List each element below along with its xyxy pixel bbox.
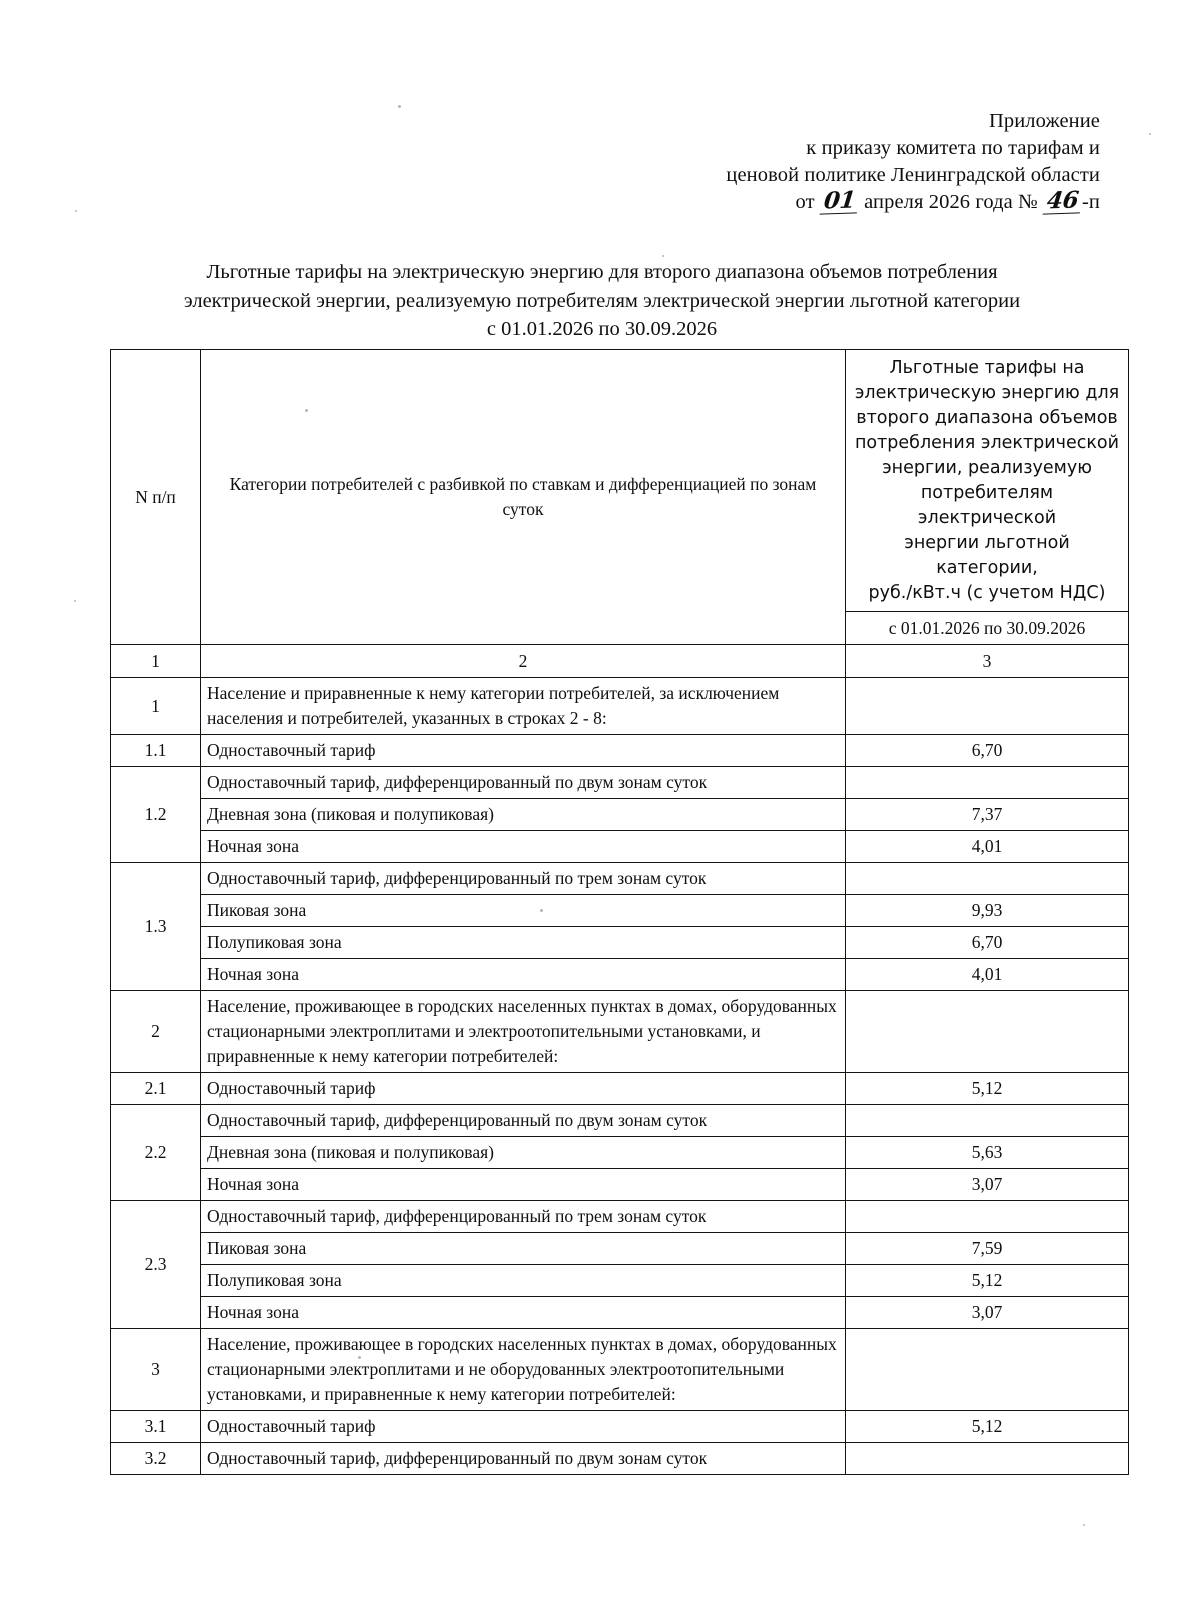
table-row xyxy=(111,1073,1129,1105)
row-number: 2.1 xyxy=(111,1073,201,1105)
row-description: Одноставочный тариф xyxy=(201,1411,846,1443)
row-description: Дневная зона (пиковая и полупиковая) xyxy=(201,799,846,831)
date-middle: апреля 2026 года № xyxy=(864,191,1038,213)
appendix-order-line-1: к приказу комитета по тарифам и xyxy=(806,137,1100,159)
group-label-value xyxy=(846,863,1129,895)
table-row xyxy=(111,991,1129,1073)
row-description: Ночная зона xyxy=(201,959,846,991)
table-row xyxy=(111,927,1129,959)
row-description: Население, проживающее в городских населенных пунктах в домах, оборудованных стационарными электроплитами и не оборудованных электроотопительными установками, и приравненные к нему категории потребителей: xyxy=(201,1329,846,1411)
row-description: Полупиковая зона xyxy=(201,1265,846,1297)
tariff-table xyxy=(110,349,1129,1475)
row-value: 7,37 xyxy=(846,799,1129,831)
group-label: Одноставочный тариф, дифференцированный по трем зонам суток xyxy=(201,1201,846,1233)
group-label-value xyxy=(846,1201,1129,1233)
table-header-row xyxy=(111,350,1129,612)
row-value: 3,07 xyxy=(846,1169,1129,1201)
row-number: 1.3 xyxy=(111,863,201,991)
scan-speckle xyxy=(75,210,77,212)
row-number: 2 xyxy=(111,991,201,1073)
table-row-group-label xyxy=(111,863,1129,895)
row-value: 4,01 xyxy=(846,959,1129,991)
group-label: Одноставочный тариф, дифференцированный по трем зонам суток xyxy=(201,863,846,895)
table-row xyxy=(111,1297,1129,1329)
row-value: 6,70 xyxy=(846,735,1129,767)
header-col-tariff xyxy=(846,350,1129,612)
table-row xyxy=(111,1329,1129,1411)
row-value xyxy=(846,678,1129,735)
row-description: Ночная зона xyxy=(201,831,846,863)
table-row xyxy=(111,1443,1129,1475)
row-description: Одноставочный тариф, дифференцированный по двум зонам суток xyxy=(201,1443,846,1475)
group-label-value xyxy=(846,1105,1129,1137)
appendix-header xyxy=(600,108,1100,216)
header-col-number: N п/п xyxy=(111,350,201,645)
group-label: Одноставочный тариф, дифференцированный по двум зонам суток xyxy=(201,1105,846,1137)
table-row xyxy=(111,799,1129,831)
row-number: 2.2 xyxy=(111,1105,201,1201)
scan-speckle xyxy=(1149,133,1151,135)
header-tariff-line-8: руб./кВт.ч (с учетом НДС) xyxy=(868,582,1106,603)
row-value: 5,12 xyxy=(846,1073,1129,1105)
table-row xyxy=(111,678,1129,735)
scan-speckle xyxy=(74,600,76,602)
row-value: 6,70 xyxy=(846,927,1129,959)
table-row-group-label xyxy=(111,1105,1129,1137)
title-line-3: с 01.01.2026 по 30.09.2026 xyxy=(486,318,718,340)
row-description: Пиковая зона xyxy=(201,1233,846,1265)
header-tariff-line-6: потребителям электрической xyxy=(917,482,1057,528)
row-description: Одноставочный тариф xyxy=(201,735,846,767)
column-number-row xyxy=(111,645,1129,678)
handwritten-day: 01 xyxy=(820,189,860,214)
row-value xyxy=(846,1443,1129,1475)
row-description: Дневная зона (пиковая и полупиковая) xyxy=(201,1137,846,1169)
header-tariff-line-4: потребления электрической xyxy=(854,432,1120,453)
row-number: 1.1 xyxy=(111,735,201,767)
date-suffix: -п xyxy=(1082,191,1100,213)
row-value: 3,07 xyxy=(846,1297,1129,1329)
group-label-value xyxy=(846,767,1129,799)
header-tariff-line-7: энергии льготной категории, xyxy=(904,532,1070,578)
header-tariff-line-3: второго диапазона объемов xyxy=(856,407,1118,428)
title-line-1: Льготные тарифы на электрическую энергию для второго диапазона объемов потребления xyxy=(206,261,998,283)
table-row xyxy=(111,1265,1129,1297)
row-description: Ночная зона xyxy=(201,1297,846,1329)
row-number: 3.2 xyxy=(111,1443,201,1475)
document-title xyxy=(108,258,1096,344)
column-number-2: 2 xyxy=(201,645,846,678)
table-row xyxy=(111,831,1129,863)
row-number: 3 xyxy=(111,1329,201,1411)
appendix-order-date-line xyxy=(600,186,1100,216)
group-label: Одноставочный тариф, дифференцированный по двум зонам суток xyxy=(201,767,846,799)
row-number: 1.2 xyxy=(111,767,201,863)
column-number-3: 3 xyxy=(846,645,1129,678)
row-description: Полупиковая зона xyxy=(201,927,846,959)
scan-speckle xyxy=(662,255,664,257)
row-value: 9,93 xyxy=(846,895,1129,927)
header-tariff-line-5: энергии, реализуемую xyxy=(882,457,1092,478)
row-number: 1 xyxy=(111,678,201,735)
table-row-group-label xyxy=(111,767,1129,799)
scan-speckle xyxy=(398,105,401,108)
scan-speckle xyxy=(1083,1524,1085,1526)
table-row xyxy=(111,959,1129,991)
header-date-range: с 01.01.2026 по 30.09.2026 xyxy=(846,612,1129,645)
row-value: 5,12 xyxy=(846,1265,1129,1297)
row-number: 2.3 xyxy=(111,1201,201,1329)
row-value: 4,01 xyxy=(846,831,1129,863)
handwritten-order-number: 46 xyxy=(1043,189,1083,214)
row-number: 3.1 xyxy=(111,1411,201,1443)
date-prefix: от xyxy=(795,191,815,213)
row-value: 5,63 xyxy=(846,1137,1129,1169)
header-tariff-line-1: Льготные тарифы на xyxy=(889,357,1085,378)
row-value: 5,12 xyxy=(846,1411,1129,1443)
table-row xyxy=(111,895,1129,927)
table-row xyxy=(111,735,1129,767)
header-tariff-line-2: электрическую энергию для xyxy=(854,382,1120,403)
column-number-1: 1 xyxy=(111,645,201,678)
row-value xyxy=(846,1329,1129,1411)
row-description: Население, проживающее в городских населенных пунктах в домах, оборудованных стационарными электроплитами и электроотопительными установками, и приравненные к нему категории потребителей: xyxy=(201,991,846,1073)
table-row xyxy=(111,1411,1129,1443)
table-row-group-label xyxy=(111,1201,1129,1233)
table-row xyxy=(111,1169,1129,1201)
header-col-categories: Категории потребителей с разбивкой по ставкам и дифференциацией по зонам суток xyxy=(201,350,846,645)
row-value: 7,59 xyxy=(846,1233,1129,1265)
appendix-title: Приложение xyxy=(988,110,1100,132)
table-row xyxy=(111,1137,1129,1169)
row-description: Ночная зона xyxy=(201,1169,846,1201)
title-line-2: электрической энергии, реализуемую потребителям электрической энергии льготной категории xyxy=(183,289,1021,312)
row-description: Население и приравненные к нему категории потребителей, за исключением населения и потребителей, указанных в строках 2 - 8: xyxy=(201,678,846,735)
row-description: Пиковая зона xyxy=(201,895,846,927)
appendix-order-line-2: ценовой политике Ленинградской области xyxy=(726,164,1100,186)
row-value xyxy=(846,991,1129,1073)
row-description: Одноставочный тариф xyxy=(201,1073,846,1105)
table-row xyxy=(111,1233,1129,1265)
